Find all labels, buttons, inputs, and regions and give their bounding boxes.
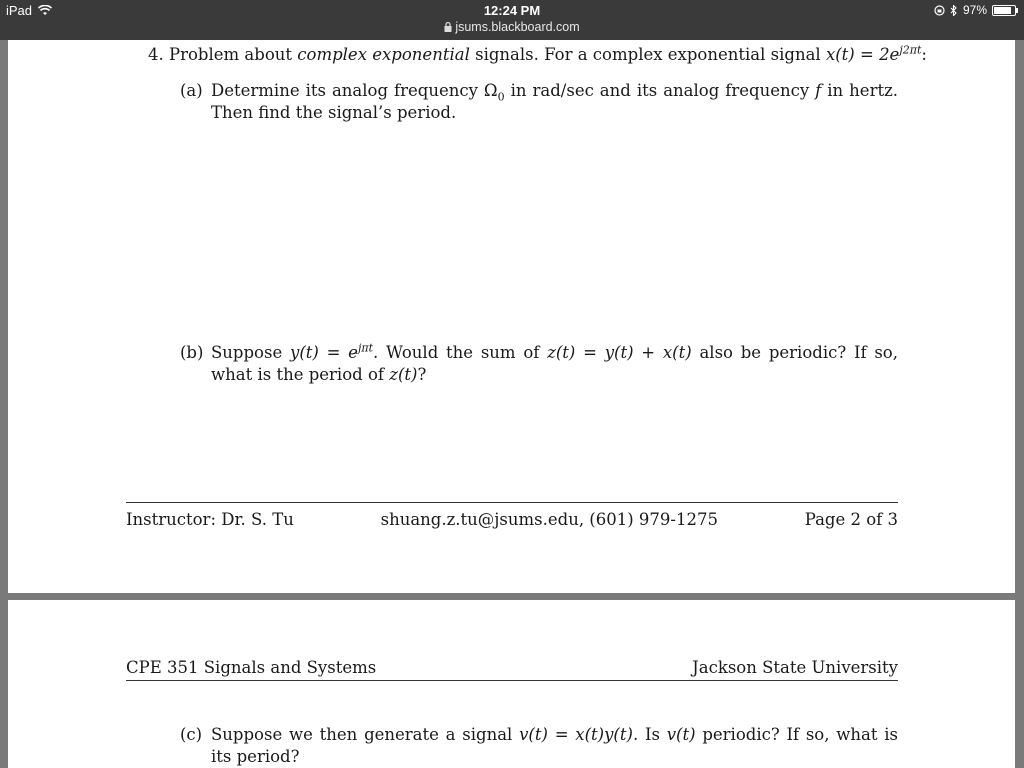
header-course: CPE 351 Signals and Systems — [126, 658, 377, 677]
footer-rule — [126, 502, 898, 503]
status-bar — [0, 0, 1024, 40]
y-base: y(t) = e — [290, 343, 358, 362]
address-bar[interactable] — [0, 20, 1024, 34]
page-footer — [126, 510, 898, 529]
footer-contact[interactable]: shuang.z.tu@jsums.edu, (601) 979-1275 — [380, 510, 718, 529]
part-c-text — [211, 724, 898, 768]
bluetooth-icon — [950, 5, 958, 16]
v-reference: v(t) — [666, 725, 696, 744]
y-definition — [290, 343, 373, 362]
page-header — [126, 658, 898, 677]
problem-colon: : — [921, 45, 927, 64]
v-definition: v(t) = x(t)y(t) — [519, 725, 633, 744]
problem-intro-rest: signals. For a complex exponential signal — [475, 45, 821, 64]
document-page-2 — [8, 40, 1015, 593]
z-reference: z(t) — [389, 365, 418, 384]
header-university: Jackson State University — [692, 658, 898, 677]
part-a-text-2: in rad/sec and its analog frequency — [510, 81, 810, 100]
frequency-f: f — [815, 81, 822, 100]
part-a — [180, 80, 898, 124]
omega-symbol — [483, 81, 505, 104]
part-b-text-2: . Would the sum of — [373, 343, 540, 362]
problem-number: 4. — [148, 45, 164, 64]
part-c-text-1: Suppose we then generate a signal — [211, 725, 513, 744]
z-definition: z(t) = y(t) + x(t) — [547, 343, 692, 362]
omega-subscript: 0 — [497, 90, 505, 104]
battery-fill — [994, 7, 1011, 14]
status-right — [934, 3, 1016, 17]
signal-base: x(t) = 2e — [825, 45, 900, 64]
part-b-text-1: Suppose — [211, 343, 283, 362]
problem-intro-emphasis: complex exponential — [297, 45, 470, 64]
battery-percent: 97% — [962, 3, 987, 17]
document-page-3 — [8, 600, 1015, 768]
part-a-text — [211, 80, 898, 124]
part-b-label: (b) — [180, 343, 204, 362]
part-b-text — [211, 342, 898, 386]
battery-icon — [992, 5, 1016, 16]
lock-icon — [444, 22, 452, 32]
part-b — [180, 342, 898, 386]
part-c — [180, 724, 898, 768]
part-c-text-2: . Is — [632, 725, 660, 744]
problem-intro: Problem about — [169, 45, 293, 64]
footer-page-number: Page 2 of 3 — [804, 510, 898, 529]
part-c-label: (c) — [180, 725, 203, 744]
part-c-text-3: periodic? If so, what is its period? — [211, 725, 898, 766]
url-text: jsums.blackboard.com — [455, 20, 580, 34]
status-time: 12:24 PM — [483, 3, 541, 18]
omega-char: Ω — [483, 81, 498, 100]
header-rule — [126, 680, 898, 681]
footer-instructor: Instructor: Dr. S. Tu — [126, 510, 294, 529]
part-a-label: (a) — [180, 81, 203, 100]
y-exponent: jπt — [357, 341, 374, 355]
part-b-text-3: also be periodic? If so, what is the period of — [211, 343, 898, 384]
signal-exponent: j2πt — [899, 43, 922, 57]
part-a-text-3: in hertz. Then find the signal’s period. — [211, 81, 899, 122]
part-b-question-mark: ? — [417, 365, 427, 384]
orientation-lock-icon — [934, 5, 945, 16]
part-a-text-1: Determine its analog frequency — [211, 81, 478, 100]
device-name: iPad — [6, 3, 33, 18]
signal-definition — [826, 45, 921, 64]
